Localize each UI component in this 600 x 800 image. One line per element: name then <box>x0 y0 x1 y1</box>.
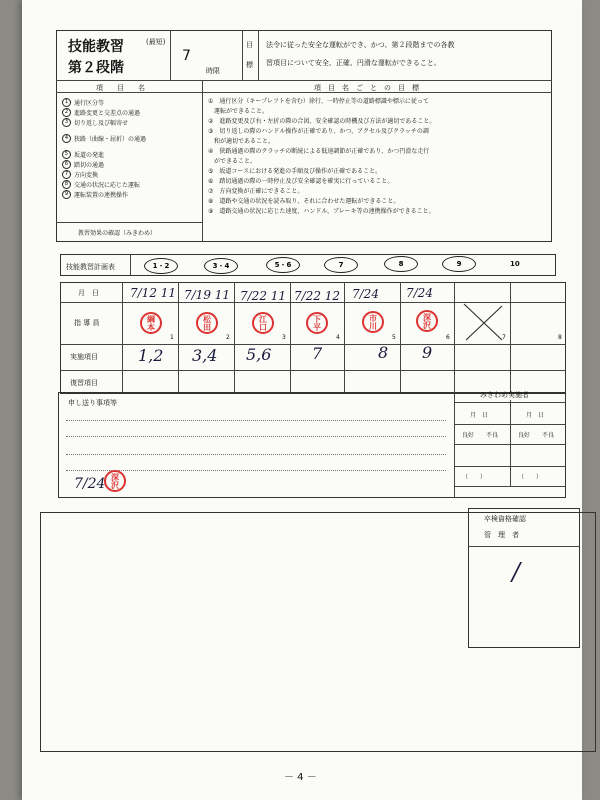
mikiwame-bad-1: 不良 <box>486 432 499 439</box>
item-number-4: 4 <box>62 134 71 143</box>
audit-label-2: 管 理 者 <box>484 531 519 539</box>
instructor-stamp-3: 江口 <box>252 312 274 334</box>
mikiwame-month-day-1: 月 日 <box>470 412 489 419</box>
item-number-6: 6 <box>62 160 71 169</box>
audit-box <box>468 508 580 648</box>
min-label: (最短) <box>146 38 166 46</box>
goal-line-1: ① 通行区分（キープレフトを含む）徐行、一時停止等の道路標識や標示に従って <box>208 98 429 105</box>
mikiwame-paren-1: （ ） <box>462 474 487 481</box>
date-6: 7/24 <box>406 286 433 300</box>
item-number-8: 8 <box>62 180 71 189</box>
done-item-2: 3,4 <box>192 346 218 365</box>
notes-date: 7/24 <box>74 476 106 492</box>
item-number-5: 5 <box>62 150 71 159</box>
instructor-label: 指 導 員 <box>74 319 100 327</box>
goal-line-2: 運転ができること。 <box>208 108 269 115</box>
items-header-left: 項 目 名 <box>96 84 145 92</box>
cross-mark-icon <box>458 300 508 344</box>
slot-number-4: 4 <box>336 334 340 341</box>
goal-text-2: 習項目について安全、正確、円滑な運転ができること。 <box>266 59 441 67</box>
title-line-1: 技能教習 <box>68 39 124 55</box>
date-3: 7/22 11 <box>240 289 287 303</box>
goal-line-3: ② 進路変更及び右・左折の際の合図、安全確認の時機及び方法が適切であること。 <box>208 118 436 125</box>
instructor-stamp-4: 下平 <box>306 312 328 334</box>
item-label-3: 切り返し及び幅寄せ <box>74 120 129 127</box>
plan-table <box>60 254 556 276</box>
page-number: － 4 － <box>284 772 317 783</box>
goal-line-12: ⑨ 道路交通の状況に応じた速度、ハンドル、ブレーキ等の連携操作ができること。 <box>208 208 435 215</box>
item-label-9: 運転装置の連携操作 <box>74 192 129 199</box>
item-number-1: 1 <box>62 98 71 107</box>
plan-entry-2: 3・4 <box>204 258 238 274</box>
audit-label-1: 卒検資格確認 <box>484 515 526 523</box>
mikiwame-bad-2: 不良 <box>542 432 555 439</box>
done-item-6: 9 <box>422 343 433 362</box>
item-label-5: 坂道の発進 <box>74 152 105 159</box>
item-number-7: 7 <box>62 170 71 179</box>
item-label-7: 方向変換 <box>74 172 99 179</box>
notes-section <box>58 392 566 498</box>
goal-line-5: 和が適切であること。 <box>208 138 275 145</box>
date-1: 7/12 11 <box>130 286 177 300</box>
item-number-9: 9 <box>62 190 71 199</box>
plan-entry-1: 1・2 <box>144 258 178 274</box>
item-label-4: 狭路（曲線・屈折）の通過 <box>74 136 147 143</box>
done-item-5: 8 <box>378 343 389 362</box>
goal-line-11: ⑧ 道路や交通の状況を読み取り、それに合わせた運転ができること。 <box>208 198 400 205</box>
date-5: 7/24 <box>352 287 379 301</box>
document-page <box>22 0 582 800</box>
title-line-2: 第２段階 <box>68 60 124 76</box>
check-label: 教習効果の確認（みきわめ） <box>78 230 157 237</box>
instructor-stamp-2: 松田 <box>196 312 218 334</box>
items-header-right: 項 目 名 ご と の 目 標 <box>314 84 419 92</box>
done-item-3: 5,6 <box>246 345 272 364</box>
review-items-label: 復習項目 <box>70 379 98 387</box>
slot-number-1: 1 <box>170 334 174 341</box>
hours-value: 7 <box>182 48 191 64</box>
plan-entry-5: 8 <box>384 256 418 272</box>
plan-entry-4: 7 <box>324 257 358 273</box>
instructor-stamp-8 <box>526 312 548 334</box>
item-label-8: 交通の状況に応じた運転 <box>74 182 141 189</box>
date-4: 7/22 12 <box>294 289 341 303</box>
month-day-label: 月 日 <box>78 289 99 297</box>
plan-label: 技能教習計画表 <box>66 263 115 271</box>
goal-line-6: ④ 狭路通過の際のクラッチの断続による低速調節が正確であり、かつ円滑な走行 <box>208 148 430 155</box>
goal-line-8: ⑤ 坂道コースにおける発進の手順及び操作が正確であること。 <box>208 168 382 175</box>
done-item-4: 7 <box>312 344 323 363</box>
goal-label-1: 目 <box>246 41 253 49</box>
audit-mark: / <box>512 558 521 586</box>
instructor-stamp-1: 綱本 <box>140 312 162 334</box>
slot-number-5: 5 <box>392 334 396 341</box>
item-label-6: 踏切の通過 <box>74 162 105 169</box>
item-label-2: 進路変更と交差点の通過 <box>74 110 141 117</box>
notes-label: 申し送り事項等 <box>68 399 117 407</box>
plan-entry-3: 5・6 <box>266 257 300 273</box>
slot-number-7: 7 <box>502 334 506 341</box>
mikiwame-paren-2: （ ） <box>518 474 543 481</box>
goal-label-2: 標 <box>246 61 253 69</box>
item-number-2: 2 <box>62 108 71 117</box>
slot-number-6: 6 <box>446 334 450 341</box>
mikiwame-month-day-2: 月 日 <box>526 412 545 419</box>
goal-line-10: ⑦ 方向変換が正確にできること。 <box>208 188 304 195</box>
item-label-1: 通行区分等 <box>74 100 105 107</box>
plan-entry-6: 9 <box>442 256 476 272</box>
slot-number-2: 2 <box>226 334 230 341</box>
done-items-label: 実施項目 <box>70 353 98 361</box>
slot-number-3: 3 <box>282 334 286 341</box>
mikiwame-label: みきわめ実施者 <box>480 391 529 399</box>
goal-line-7: ができること。 <box>208 158 257 165</box>
instructor-stamp-5: 市川 <box>362 311 384 333</box>
done-item-1: 1,2 <box>138 346 164 365</box>
goal-text-1: 法令に従った安全な運転ができ、かつ、第２段階までの各教 <box>266 41 455 49</box>
plan-entry-7: 10 <box>510 260 520 268</box>
item-number-3: 3 <box>62 118 71 127</box>
hours-unit: 時限 <box>206 67 220 75</box>
goal-line-4: ③ 切り返しの際のハンドル操作が正確であり、かつ、アクセル及びクラッチの調 <box>208 128 429 135</box>
mikiwame-good-2: 良好 <box>518 432 531 439</box>
instructor-stamp-6: 深沢 <box>416 310 438 332</box>
date-2: 7/19 11 <box>184 288 231 302</box>
slot-number-8: 8 <box>558 334 562 341</box>
goal-line-9: ⑥ 踏切通過の際の一時停止及び安全確認を確実に行っていること。 <box>208 178 394 185</box>
mikiwame-good-1: 良好 <box>462 432 475 439</box>
notes-stamp: 深沢 <box>104 470 126 492</box>
